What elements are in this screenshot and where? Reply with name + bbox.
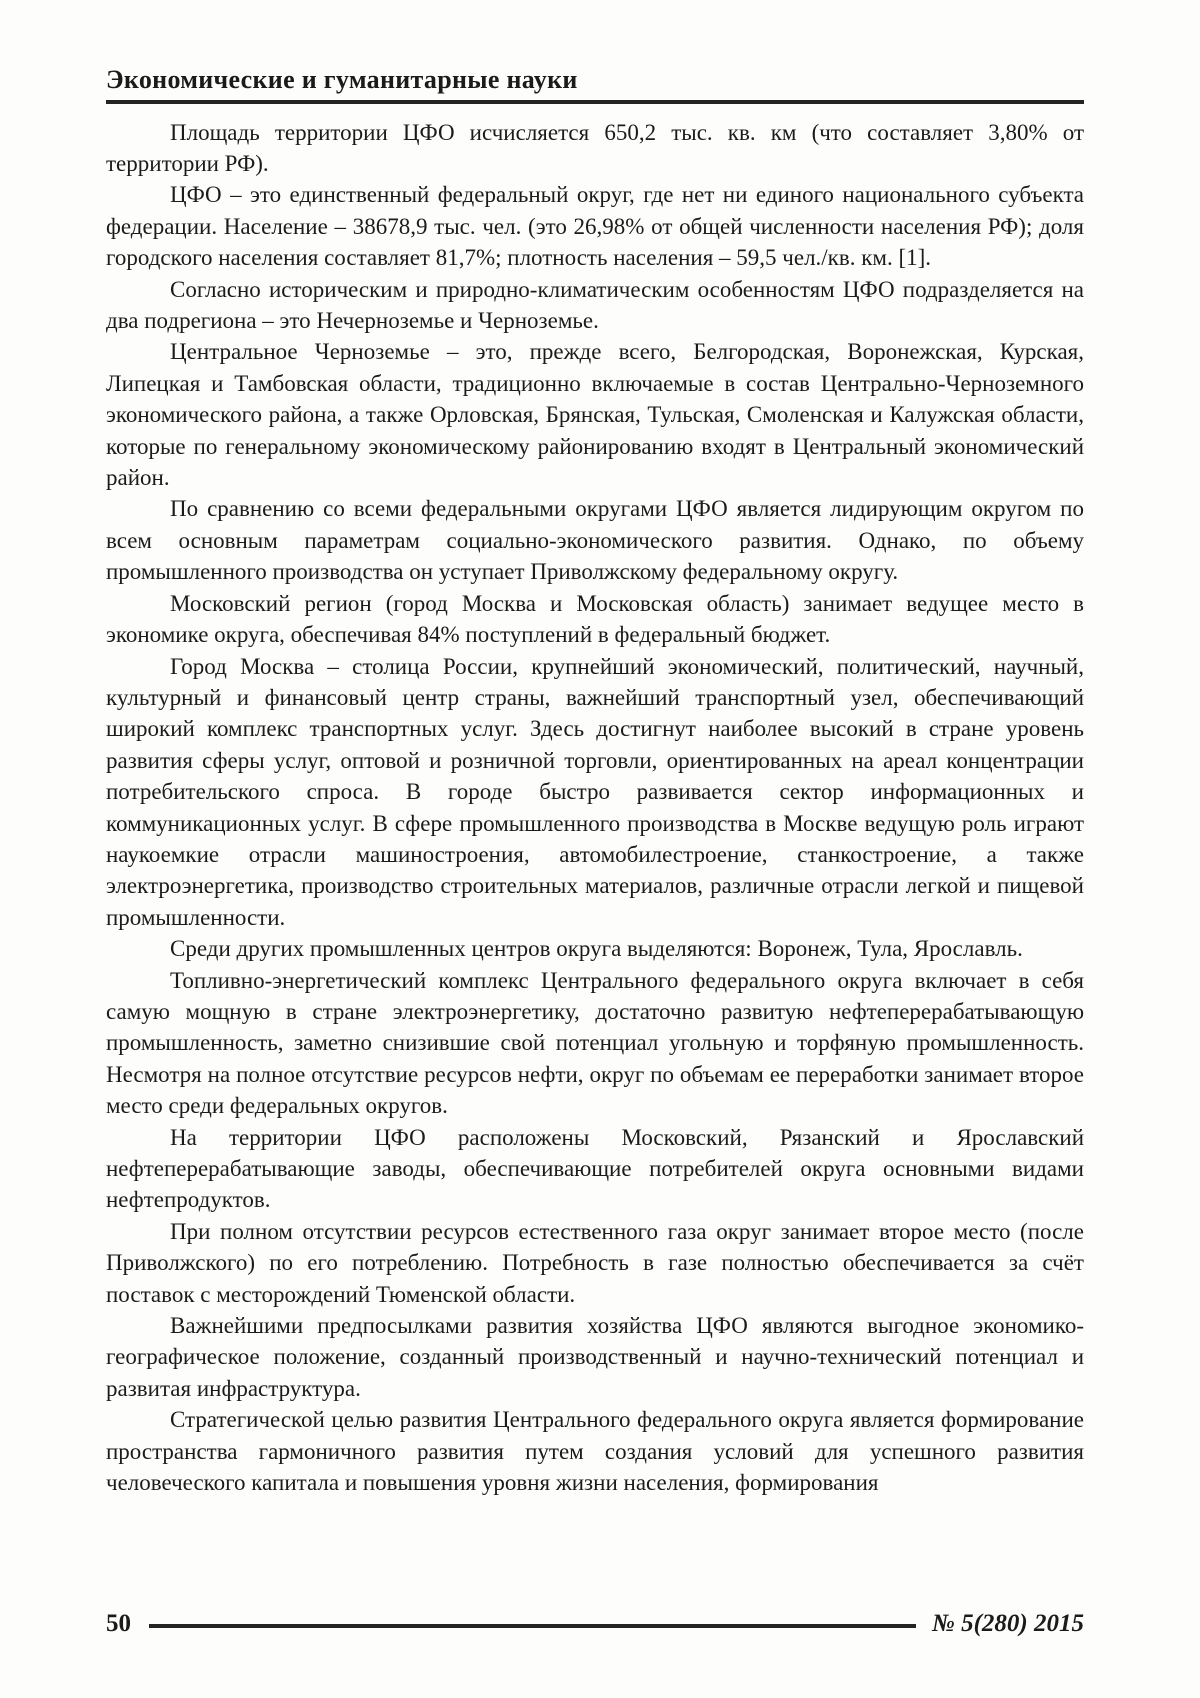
section-title: Экономические и гуманитарные науки xyxy=(106,65,578,94)
paragraph: Важнейшими предпосылками развития хозяйства ЦФО являются выгодное экономико-географическое положение, созданный производственный и научно-технический потенциал и развитая инфраструктура. xyxy=(106,1313,1084,1401)
paragraph: На территории ЦФО расположены Московский, Рязанский и Ярославский нефтеперерабатывающие заводы, обеспечивающие потребителей округа основными видами нефтепродуктов. xyxy=(106,1124,1084,1213)
paragraph: Московский регион (город Москва и Московская область) занимает ведущее место в экономике округа, обеспечивая 84% поступлений в федеральный бюджет. xyxy=(106,590,1084,648)
page-footer xyxy=(106,1610,1084,1638)
footer-rule xyxy=(149,1624,916,1628)
paragraph: Центральное Черноземье – это, прежде всего, Белгородская, Воронежская, Курская, Липецкая и Тамбовская области, традиционно включаемые в состав Центрально-Черноземного экономического района, а также Орловская, Брянская, Тульская, Смоленская и Калужская области, которые по генеральному экономическому районированию входят в Центральный экономический район. xyxy=(106,339,1084,491)
article-body xyxy=(106,117,1084,1499)
paragraph: Город Москва – столица России, крупнейший экономический, политический, научный, культурный и финансовый центр страны, важнейший транспортный узел, обеспечивающий широкий комплекс транспортных услуг. Здесь достигнут наиболее высокий в стране уровень развития сферы услуг, оптовой и розничной торговли, ориентированных на ареал концентрации потребительского спроса. В городе быстро развивается сектор информационных и коммуникационных услуг. В сфере промышленного производства в Москве ведущую роль играют наукоемкие отрасли машиностроения, автомобилестроение, станкостроение, а также электроэнергетика, производство строительных материалов, различные отрасли легкой и пищевой промышленности. xyxy=(106,653,1084,930)
paragraph: ЦФО – это единственный федеральный округ, где нет ни единого национального субъекта федерации. Население – 38678,9 тыс. чел. (это 26,98% от общей численности населения РФ); доля городского населения составляет 81,7%; плотность населения – 59,5 чел./кв. км. [1]. xyxy=(106,182,1084,271)
paragraph: По сравнению со всеми федеральными округами ЦФО является лидирующим округом по всем основным параметрам социально-экономического развития. Однако, по объему промышленного производства он уступает Приволжскому федеральному округу. xyxy=(106,496,1084,585)
paragraph: Площадь территории ЦФО исчисляется 650,2 тыс. кв. км (что составляет 3,80% от территории РФ). xyxy=(106,119,1084,176)
issue-label: № 5(280) 2015 xyxy=(931,1610,1084,1637)
paragraph: При полном отсутствии ресурсов естественного газа округ занимает второе место (после Приволжского) по его потреблению. Потребность в газе полностью обеспечивается за счёт поставок с месторождений Тюменской области. xyxy=(106,1218,1084,1307)
paragraph: Согласно историческим и природно-климатическим особенностям ЦФО подразделяется на два подрегиона – это Нечерноземье и Черноземье. xyxy=(106,276,1084,334)
page-number: 50 xyxy=(106,1610,131,1637)
paragraph: Стратегической целью развития Центрального федерального округа является формирование пространства гармоничного развития путем создания условий для успешного развития человеческого капитала и повышения уровня жизни населения, формирования xyxy=(106,1407,1084,1496)
running-header xyxy=(106,66,1084,104)
paragraph: Среди других промышленных центров округа выделяются: Воронеж, Тула, Ярославль. xyxy=(170,936,1023,962)
paragraph: Топливно-энергетический комплекс Центрального федерального округа включает в себя самую мощную в стране электроэнергетику, достаточно развитую нефтеперерабатывающую промышленность, заметно снизившие свой потенциал угольную и торфяную промышленность. Несмотря на полное отсутствие ресурсов нефти, округ по объемам ее переработки занимает второе место среди федеральных округов. xyxy=(106,967,1084,1119)
